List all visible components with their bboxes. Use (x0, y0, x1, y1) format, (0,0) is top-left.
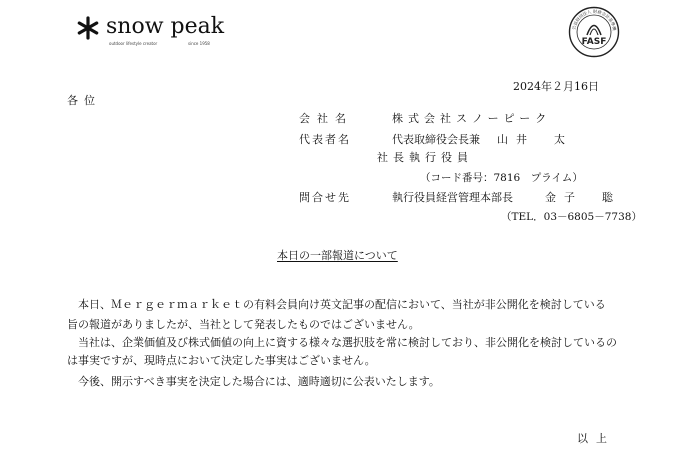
brand-since: since 1958 (188, 41, 210, 46)
contact-name: 金子 聡 (545, 191, 621, 204)
contact-tel: （TEL．03－6805－7738） (501, 211, 642, 223)
representative-title: 代表取締役会長兼 (392, 133, 480, 146)
contact-title: 執行役員経営管理本部長 (392, 191, 513, 204)
document-title: 本日の一部報道について (277, 249, 398, 262)
contact-label: 問合せ先 (299, 191, 351, 204)
body-line: は事実ですが、現時点において決定した事実はございません。 (67, 354, 376, 367)
addressee: 各位 (67, 94, 101, 107)
body-line: 当社は、企業価値及び株式価値の向上に資する様々な選択肢を常に検討しており、非公開化を検討しているの (67, 336, 617, 349)
body-line: 本日、Ｍｅｒｇｅｒｍａｒｋｅｔの有料会員向け英文記事の配信において、当社が非公開化を検討している (67, 298, 606, 311)
representative-label: 代表者名 (299, 133, 351, 146)
closing: 以上 (577, 432, 615, 445)
snowflake-icon (76, 16, 100, 40)
document-date: 2024年２月16日 (513, 80, 599, 93)
stock-code: （コード番号：7816 プライム） (420, 172, 583, 184)
snow-peak-logo (76, 14, 236, 48)
brand-tagline: outdoor lifestyle creator (109, 41, 158, 46)
representative-name: 山井 太 (497, 133, 573, 146)
fasf-ring-text: 公益財団法人 財務会計基準機 (571, 8, 618, 31)
representative-subtitle: 社長執行役員 (377, 151, 473, 164)
company-value: 株式会社スノーピーク (392, 112, 552, 125)
fasf-seal (568, 6, 620, 58)
fasf-label: FASF (581, 37, 607, 47)
body-line: 今後、開示すべき事実を決定した場合には、適時適切に公表いたします。 (67, 375, 440, 388)
fasf-seal-icon (568, 6, 620, 58)
brand-name: snow peak (106, 14, 225, 39)
body-line: 旨の報道がありましたが、当社として発表したものではございません。 (67, 318, 420, 331)
company-label: 会社名 (299, 112, 353, 125)
